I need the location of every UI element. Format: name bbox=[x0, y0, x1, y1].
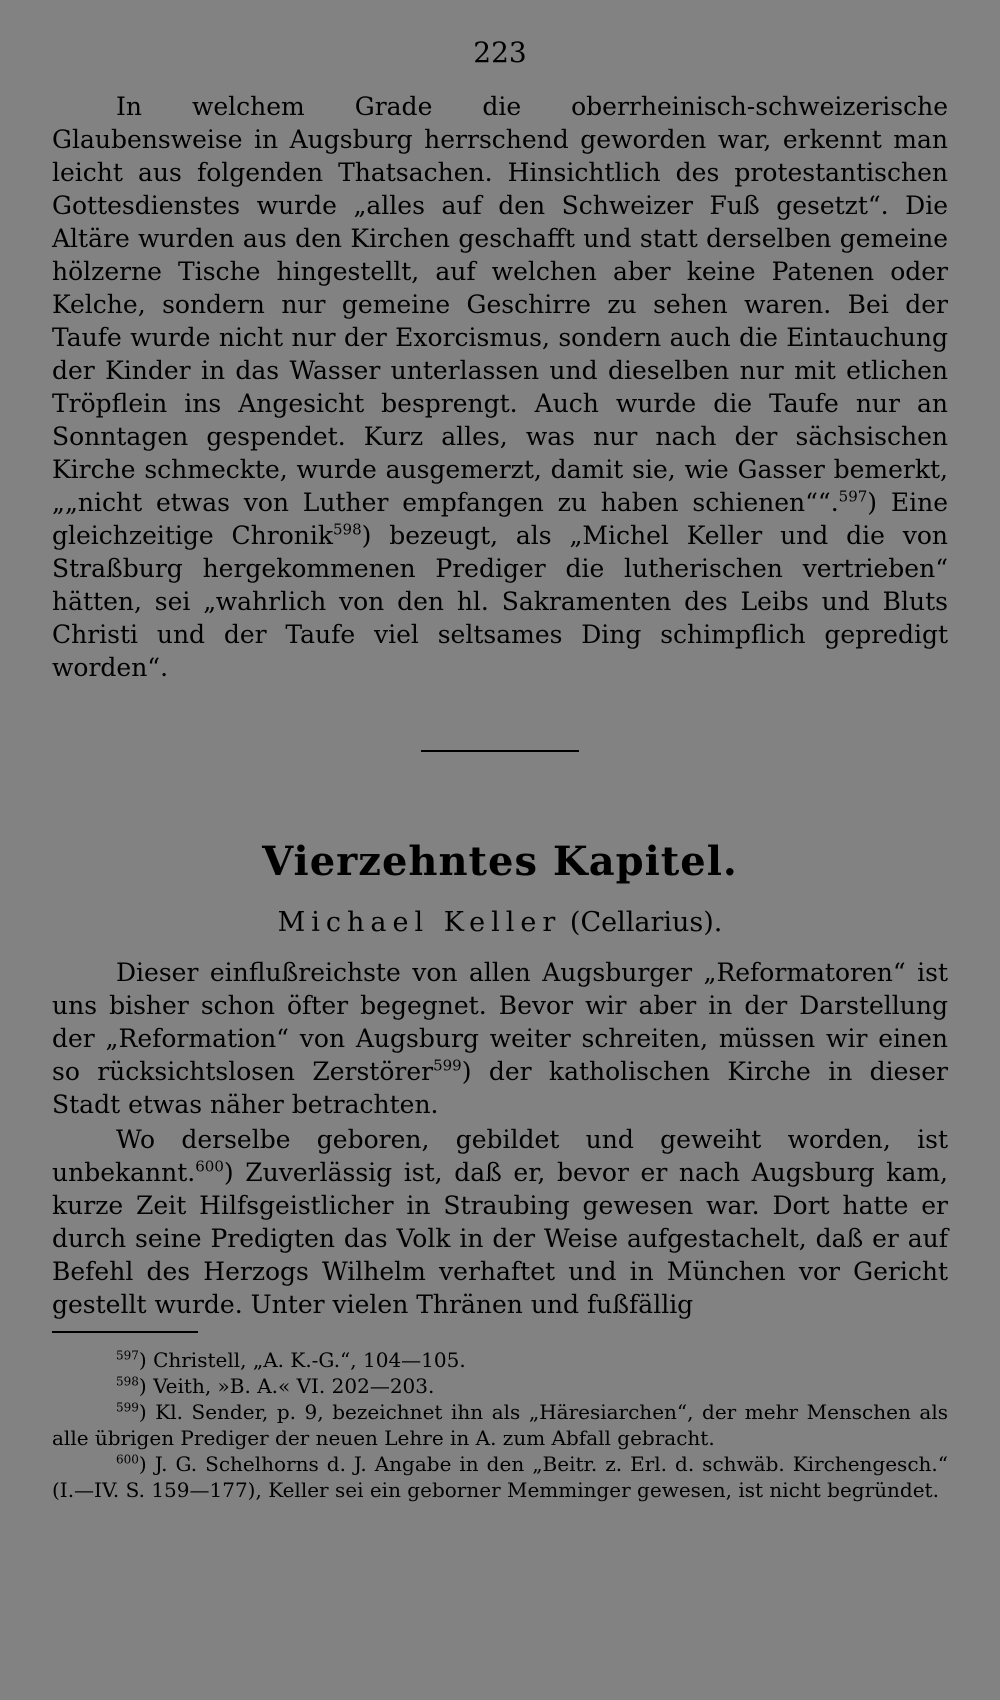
chapter-subtitle-name: Michael Keller bbox=[277, 907, 562, 938]
paragraph-2 bbox=[52, 956, 948, 1121]
paragraph-3 bbox=[52, 1123, 948, 1321]
paragraph-1-text: In welchem Grade die oberrheinisch-schweizerische Glaubensweise in Augsburg herrschend geworden war, erkennt man leicht aus folgenden Thatsachen. Hinsichtlich des protestantischen Gottesdienstes wurde „alles auf den Schweizer Fuß gesetzt“. Die Altäre wurden aus den Kirchen geschafft und statt derselben gemeine hölzerne Tische hingestellt, auf welchen aber keine Patenen oder Kelche, sondern nur gemeine Geschirre zu sehen waren. Bei der Taufe wurde nicht nur der Exorcismus, sondern auch die Eintauchung der Kinder in das Wasser unterlassen und dieselben nur mit etlichen Tröpflein ins Angesicht besprengt. Auch wurde die Taufe nur an Sonntagen gespendet. Kurz alles, was nur nach der sächsischen Kirche schmeckte, wurde ausgemerzt, damit sie, wie Gasser bemerkt, „„nicht etwas von Luther empfangen zu haben schienen““. bbox=[52, 92, 948, 517]
footnote-num: 598 bbox=[116, 1374, 139, 1389]
footnote-599 bbox=[52, 1399, 948, 1451]
paragraph-1 bbox=[52, 90, 948, 684]
footnote-ref-597: 597 bbox=[838, 487, 868, 506]
chapter-subtitle bbox=[52, 906, 948, 940]
paragraph-3-text-b: ) Zuverlässig ist, daß er, bevor er nach Augsburg kam, kurze Zeit Hilfsgeistlicher in Straubing gewesen war. Dort hatte er durch seine Predigten das Volk in der Weise aufgestachelt, daß er auf Befehl des Herzogs Wilhelm verhaftet und in München vor Gericht gestellt wurde. Unter vielen Thränen und fußfällig bbox=[52, 1158, 948, 1319]
footnote-text: ) Christell, „A. K.-G.“, 104—105. bbox=[138, 1348, 466, 1372]
footnote-text: ) J. G. Schelhorns d. J. Angabe in den „Beitr. z. Erl. d. schwäb. Kirchengesch.“ (I.—IV. S. 159—177), Keller sei ein geborner Memminger gewesen, ist nicht begründet. bbox=[52, 1452, 948, 1502]
footnote-ref-599: 599 bbox=[433, 1056, 462, 1075]
chapter-title: Vierzehntes Kapitel. bbox=[262, 838, 738, 885]
footnote-num: 597 bbox=[116, 1348, 139, 1363]
footnote-597 bbox=[52, 1347, 948, 1373]
section-divider bbox=[421, 750, 579, 752]
footnote-rule bbox=[52, 1331, 198, 1333]
paragraph-2-text-a: Dieser einflußreichste von allen Augsburger „Reformatoren“ ist uns bisher schon öfter begegnet. Bevor wir aber in der Darstellung der „Reformation“ von Augsburg weiter schreiten, müssen wir einen so rücksichtslosen Zerstörer bbox=[52, 958, 948, 1086]
footnote-text: ) Veith, »B. A.« VI. 202—203. bbox=[138, 1374, 435, 1398]
footnote-ref-600: 600 bbox=[195, 1157, 224, 1176]
footnote-num: 600 bbox=[116, 1452, 139, 1467]
footnotes bbox=[52, 1347, 948, 1503]
paragraph-2-text-b: ) der katholischen Kirche in dieser Stadt etwas näher betrachten. bbox=[52, 1057, 949, 1119]
page-number: 223 bbox=[473, 36, 527, 69]
footnote-ref-598: 598 bbox=[333, 520, 362, 539]
paragraph-1-end: ) bezeugt, als „Michel Keller und die von Straßburg hergekommenen Prediger die lutherischen vertrieben“ hätten, sei „wahrlich von den hl. Sakramenten des Leibs und Bluts Christi und der Taufe viel seltsames Ding schimpflich gepredigt worden“. bbox=[52, 521, 948, 682]
chapter-subtitle-latin: (Cellarius). bbox=[569, 907, 723, 938]
footnote-598 bbox=[52, 1373, 948, 1399]
footnote-num: 599 bbox=[116, 1400, 139, 1415]
paragraph-1-continued: ) Eine gleichzeitige Chronik bbox=[52, 488, 948, 550]
paragraph-3-text-a: Wo derselbe geboren, gebildet und geweiht worden, ist unbekannt. bbox=[52, 1125, 948, 1187]
footnote-600 bbox=[52, 1451, 948, 1503]
footnote-text: ) Kl. Sender, p. 9, bezeichnet ihn als „Häresiarchen“, der mehr Menschen als alle übrigen Prediger der neuen Lehre in A. zum Abfall gebracht. bbox=[52, 1400, 948, 1450]
